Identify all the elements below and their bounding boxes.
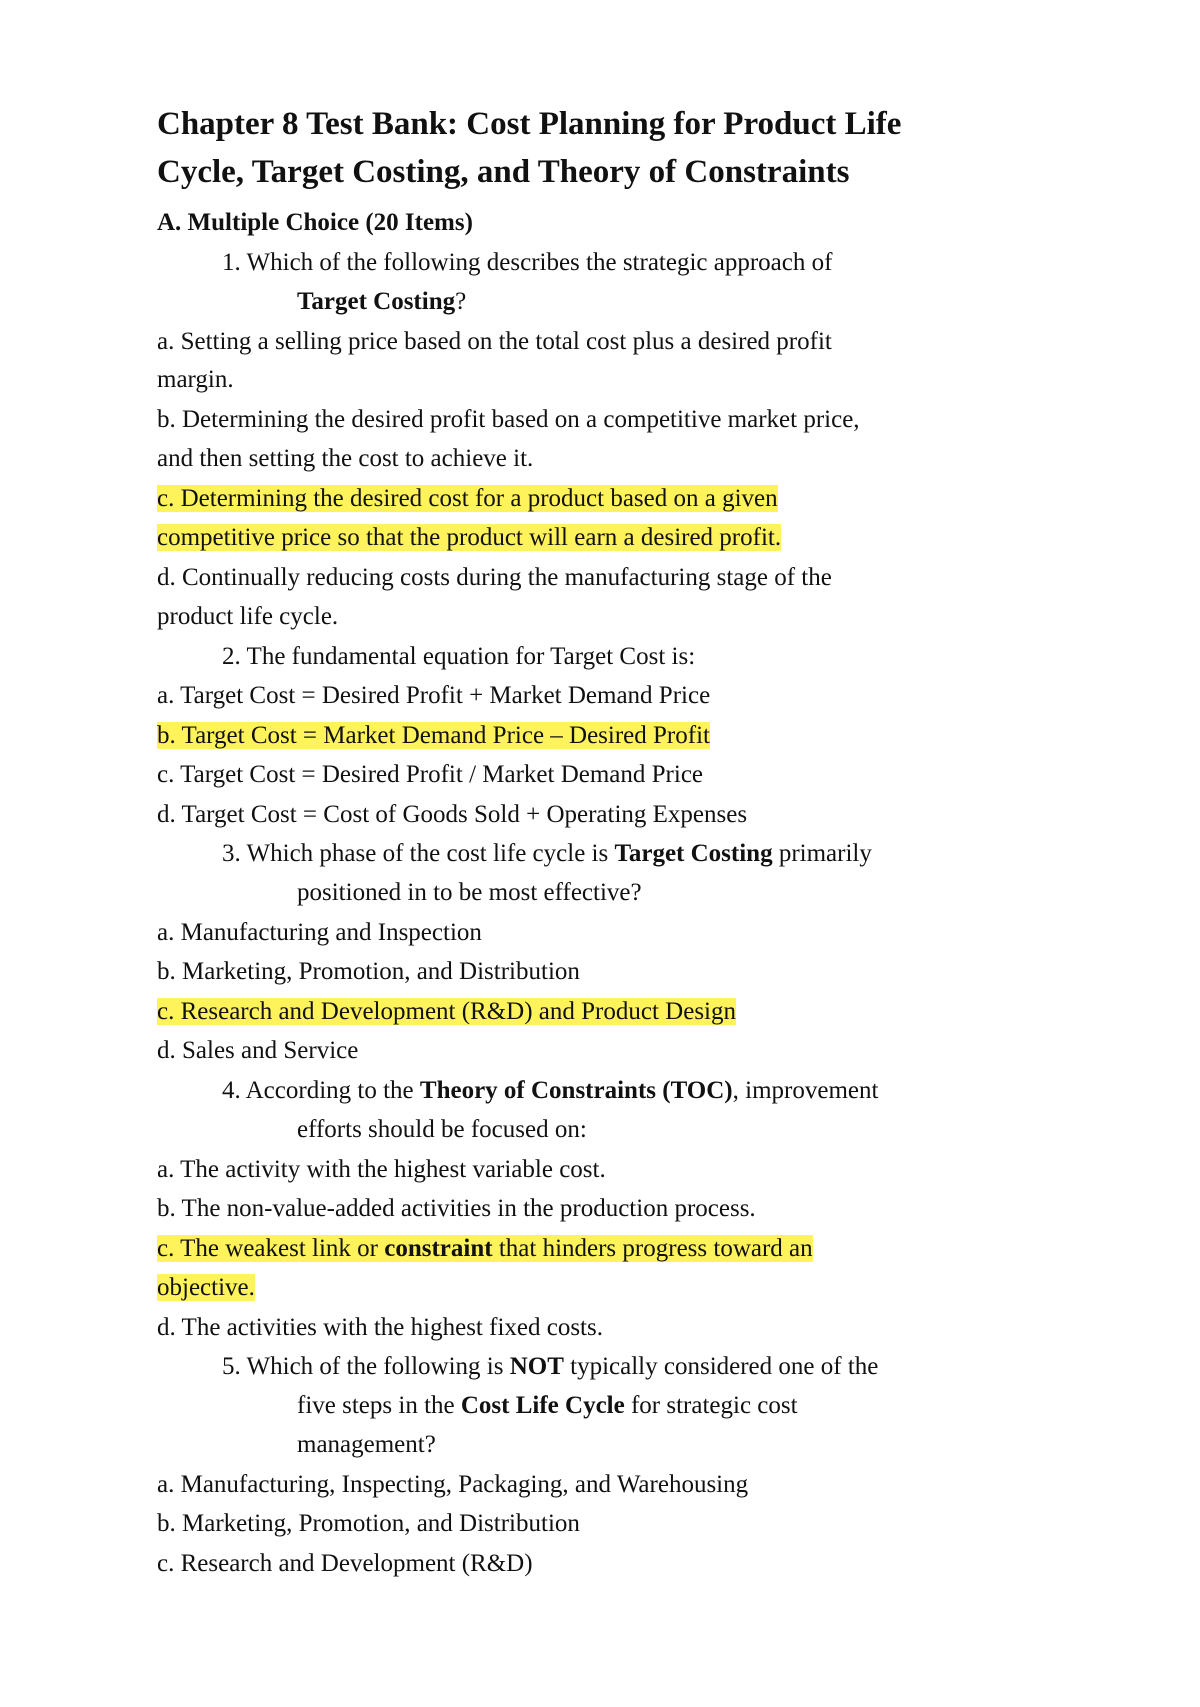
question-1-text: 1. Which of the following describes the strategic approach of bbox=[222, 249, 833, 276]
question-3-bold-term: Target Costing bbox=[614, 840, 773, 867]
question-4-pre: 4. According to the bbox=[222, 1077, 414, 1104]
question-4-text bbox=[222, 1074, 878, 1108]
question-4-post: , improvement bbox=[732, 1077, 879, 1104]
q3-option-b: b. Marketing, Promotion, and Distribution bbox=[157, 958, 580, 985]
q1-option-a-cont: margin. bbox=[157, 366, 234, 393]
question-5-mid: typically considered one of the bbox=[570, 1353, 879, 1380]
q4-option-c-answer bbox=[157, 1232, 813, 1266]
q5-option-c: c. Research and Development (R&D) bbox=[157, 1550, 533, 1577]
answer-highlight: b. Target Cost = Market Demand Price – Desired Profit bbox=[157, 722, 710, 749]
answer-highlight: competitive price so that the product will earn a desired profit. bbox=[157, 524, 782, 551]
question-1-tail: ? bbox=[455, 288, 467, 315]
q5-option-b: b. Marketing, Promotion, and Distribution bbox=[157, 1510, 580, 1537]
question-3-text bbox=[222, 837, 872, 871]
q1-option-c-answer bbox=[157, 482, 778, 516]
q1-option-d: d. Continually reducing costs during the manufacturing stage of the bbox=[157, 564, 832, 591]
q1-option-a: a. Setting a selling price based on the total cost plus a desired profit bbox=[157, 328, 832, 355]
q4-option-d: d. The activities with the highest fixed costs. bbox=[157, 1314, 603, 1341]
q4-option-b: b. The non-value-added activities in the production process. bbox=[157, 1195, 756, 1222]
q4-option-c-pre: c. The weakest link or bbox=[157, 1235, 378, 1262]
q1-option-b-cont: and then setting the cost to achieve it. bbox=[157, 445, 534, 472]
question-5-bold-term: NOT bbox=[509, 1353, 564, 1380]
q4-option-c-answer-cont bbox=[157, 1271, 255, 1305]
q2-option-a: a. Target Cost = Desired Profit + Market Demand Price bbox=[157, 682, 711, 709]
q4-option-a: a. The activity with the highest variable cost. bbox=[157, 1156, 606, 1183]
question-3-post: primarily bbox=[778, 840, 872, 867]
question-5-text bbox=[222, 1350, 878, 1384]
chapter-title-line-2: Cycle, Target Costing, and Theory of Constraints bbox=[157, 154, 850, 190]
answer-highlight bbox=[157, 1235, 813, 1262]
answer-highlight: c. Determining the desired cost for a product based on a given bbox=[157, 485, 778, 512]
q3-option-d: d. Sales and Service bbox=[157, 1037, 359, 1064]
q1-option-d-cont: product life cycle. bbox=[157, 603, 339, 630]
q1-option-c-answer-cont bbox=[157, 521, 781, 555]
question-4-bold-term: Theory of Constraints (TOC) bbox=[419, 1077, 733, 1104]
answer-highlight: objective. bbox=[157, 1274, 255, 1301]
section-heading: A. Multiple Choice (20 Items) bbox=[157, 209, 473, 236]
question-2-text: 2. The fundamental equation for Target Cost is: bbox=[222, 643, 696, 670]
question-5-text-cont-2: management? bbox=[297, 1431, 436, 1458]
question-5-pre: 5. Which of the following is bbox=[222, 1353, 504, 1380]
question-3-pre: 3. Which phase of the cost life cycle is bbox=[222, 840, 609, 867]
question-5-line2-pre: five steps in the bbox=[297, 1392, 455, 1419]
q3-option-a: a. Manufacturing and Inspection bbox=[157, 919, 482, 946]
q1-option-b: b. Determining the desired profit based on a competitive market price, bbox=[157, 406, 860, 433]
q4-option-c-bold-term: constraint bbox=[384, 1235, 493, 1262]
q2-option-c: c. Target Cost = Desired Profit / Market Demand Price bbox=[157, 761, 704, 788]
answer-highlight: c. Research and Development (R&D) and Product Design bbox=[157, 998, 737, 1025]
question-5-line2-bold-term: Cost Life Cycle bbox=[460, 1392, 625, 1419]
question-3-text-cont: positioned in to be most effective? bbox=[297, 879, 642, 906]
question-5-line2-post: for strategic cost bbox=[630, 1392, 798, 1419]
question-4-text-cont: efforts should be focused on: bbox=[297, 1116, 587, 1143]
q2-option-b-answer bbox=[157, 719, 710, 753]
q4-option-c-post: that hinders progress toward an bbox=[498, 1235, 813, 1262]
q2-option-d: d. Target Cost = Cost of Goods Sold + Operating Expenses bbox=[157, 801, 748, 828]
question-5-text-cont bbox=[297, 1389, 798, 1423]
chapter-title-line-1: Chapter 8 Test Bank: Cost Planning for Product Life bbox=[157, 106, 902, 142]
question-1-text-cont bbox=[297, 285, 466, 319]
q5-option-a: a. Manufacturing, Inspecting, Packaging, and Warehousing bbox=[157, 1471, 749, 1498]
q3-option-c-answer bbox=[157, 995, 736, 1029]
question-1-bold-term: Target Costing bbox=[297, 288, 456, 315]
